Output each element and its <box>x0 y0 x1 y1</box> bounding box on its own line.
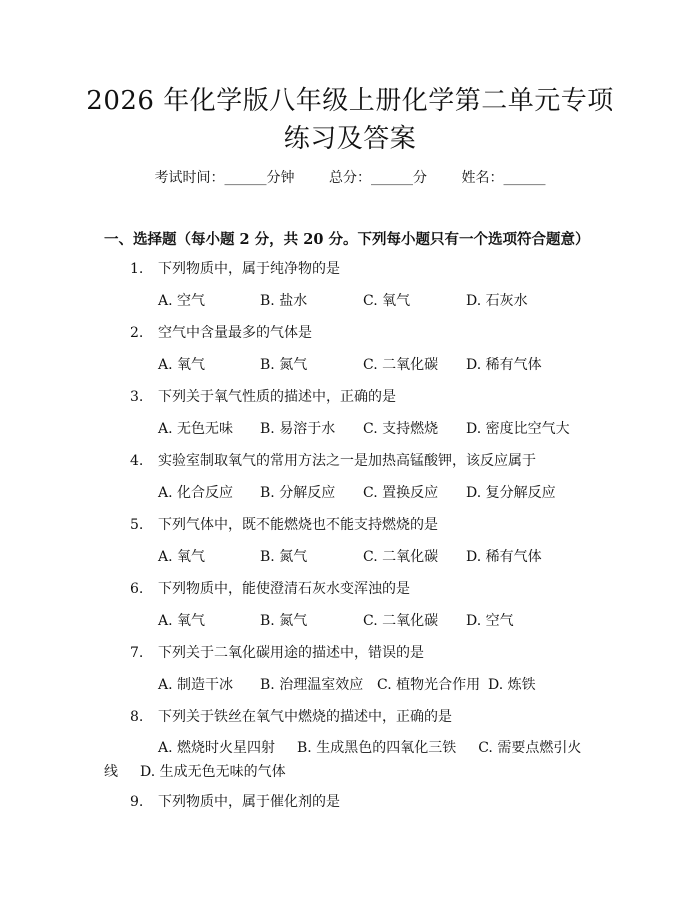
option-c: C. 氧气 <box>363 293 411 309</box>
option-c: C. 二氧化碳 <box>363 549 439 565</box>
option-c: C. 二氧化碳 <box>363 613 439 629</box>
option-b: B. 治理温室效应 <box>260 677 364 693</box>
document-title <box>60 82 640 158</box>
exam-meta <box>0 168 700 188</box>
option-a: A. 空气 <box>158 293 206 309</box>
question-4 <box>130 451 536 471</box>
option-a: A. 氧气 <box>158 613 206 629</box>
title-line-2: 练习及答案 <box>283 124 417 154</box>
question-text: 下列气体中，既不能燃烧也不能支持燃烧的是 <box>158 517 438 533</box>
question-6 <box>130 579 410 599</box>
question-1 <box>130 259 340 279</box>
question-text: 下列关于铁丝在氧气中燃烧的描述中，正确的是 <box>158 709 452 725</box>
option-b: B. 分解反应 <box>260 485 336 501</box>
option-b: B. 易溶于水 <box>260 421 336 437</box>
question-number: 4. <box>130 453 144 469</box>
option-c: C. 二氧化碳 <box>363 357 439 373</box>
question-2 <box>130 323 312 343</box>
question-text: 下列关于氧气性质的描述中，正确的是 <box>158 389 396 405</box>
question-number: 8. <box>130 709 144 725</box>
name-field: 姓名：______ <box>461 170 546 186</box>
question-3 <box>130 387 396 407</box>
option-a: A. 制造干冰 <box>158 677 234 693</box>
question-text: 实验室制取氧气的常用方法之一是加热高锰酸钾，该反应属于 <box>158 453 536 469</box>
option-d: D. 炼铁 <box>488 677 536 693</box>
question-number: 9. <box>130 794 144 810</box>
option-b: B. 生成黑色的四氧化三铁 <box>297 740 457 756</box>
option-b: B. 氮气 <box>260 357 308 373</box>
question-text: 下列物质中，能使澄清石灰水变浑浊的是 <box>158 581 410 597</box>
option-d: D. 密度比空气大 <box>466 421 570 437</box>
option-b: B. 氮气 <box>260 549 308 565</box>
option-d: D. 空气 <box>466 613 514 629</box>
question-8-options <box>104 736 594 784</box>
question-text: 下列关于二氧化碳用途的描述中，错误的是 <box>158 645 424 661</box>
question-text: 下列物质中，属于催化剂的是 <box>158 794 340 810</box>
question-number: 1. <box>130 261 144 277</box>
option-d: D. 复分解反应 <box>466 485 556 501</box>
option-b: B. 氮气 <box>260 613 308 629</box>
question-5 <box>130 515 438 535</box>
question-9 <box>130 792 340 812</box>
option-c: C. 置换反应 <box>363 485 439 501</box>
option-a: A. 化合反应 <box>158 485 234 501</box>
option-a: A. 氧气 <box>158 549 206 565</box>
option-d: D. 稀有气体 <box>466 549 542 565</box>
option-c: C. 需要点燃引火线 <box>104 740 582 780</box>
option-a: A. 氧气 <box>158 357 206 373</box>
title-line-1: 2026 年化学版八年级上册化学第二单元专项 <box>86 86 614 116</box>
question-text: 下列物质中，属于纯净物的是 <box>158 261 340 277</box>
option-c: C. 支持燃烧 <box>363 421 439 437</box>
section-heading: 一、选择题（每小题 2 分，共 20 分。下列每小题只有一个选项符合题意） <box>104 231 590 248</box>
option-d: D. 生成无色无味的气体 <box>140 764 286 780</box>
option-b: B. 盐水 <box>260 293 308 309</box>
question-number: 5. <box>130 517 144 533</box>
option-a: A. 无色无味 <box>158 421 234 437</box>
question-number: 7. <box>130 645 144 661</box>
total-score-field: 总分：______分 <box>329 170 427 186</box>
exam-time-field: 考试时间：______分钟 <box>154 170 295 186</box>
option-d: D. 石灰水 <box>466 293 528 309</box>
option-a: A. 燃烧时火星四射 <box>158 740 276 756</box>
question-number: 6. <box>130 581 144 597</box>
question-7 <box>130 643 424 663</box>
option-d: D. 稀有气体 <box>466 357 542 373</box>
question-number: 2. <box>130 325 144 341</box>
question-number: 3. <box>130 389 144 405</box>
option-c: C. 植物光合作用 <box>377 677 481 693</box>
question-text: 空气中含量最多的气体是 <box>158 325 312 341</box>
question-8 <box>130 707 452 727</box>
